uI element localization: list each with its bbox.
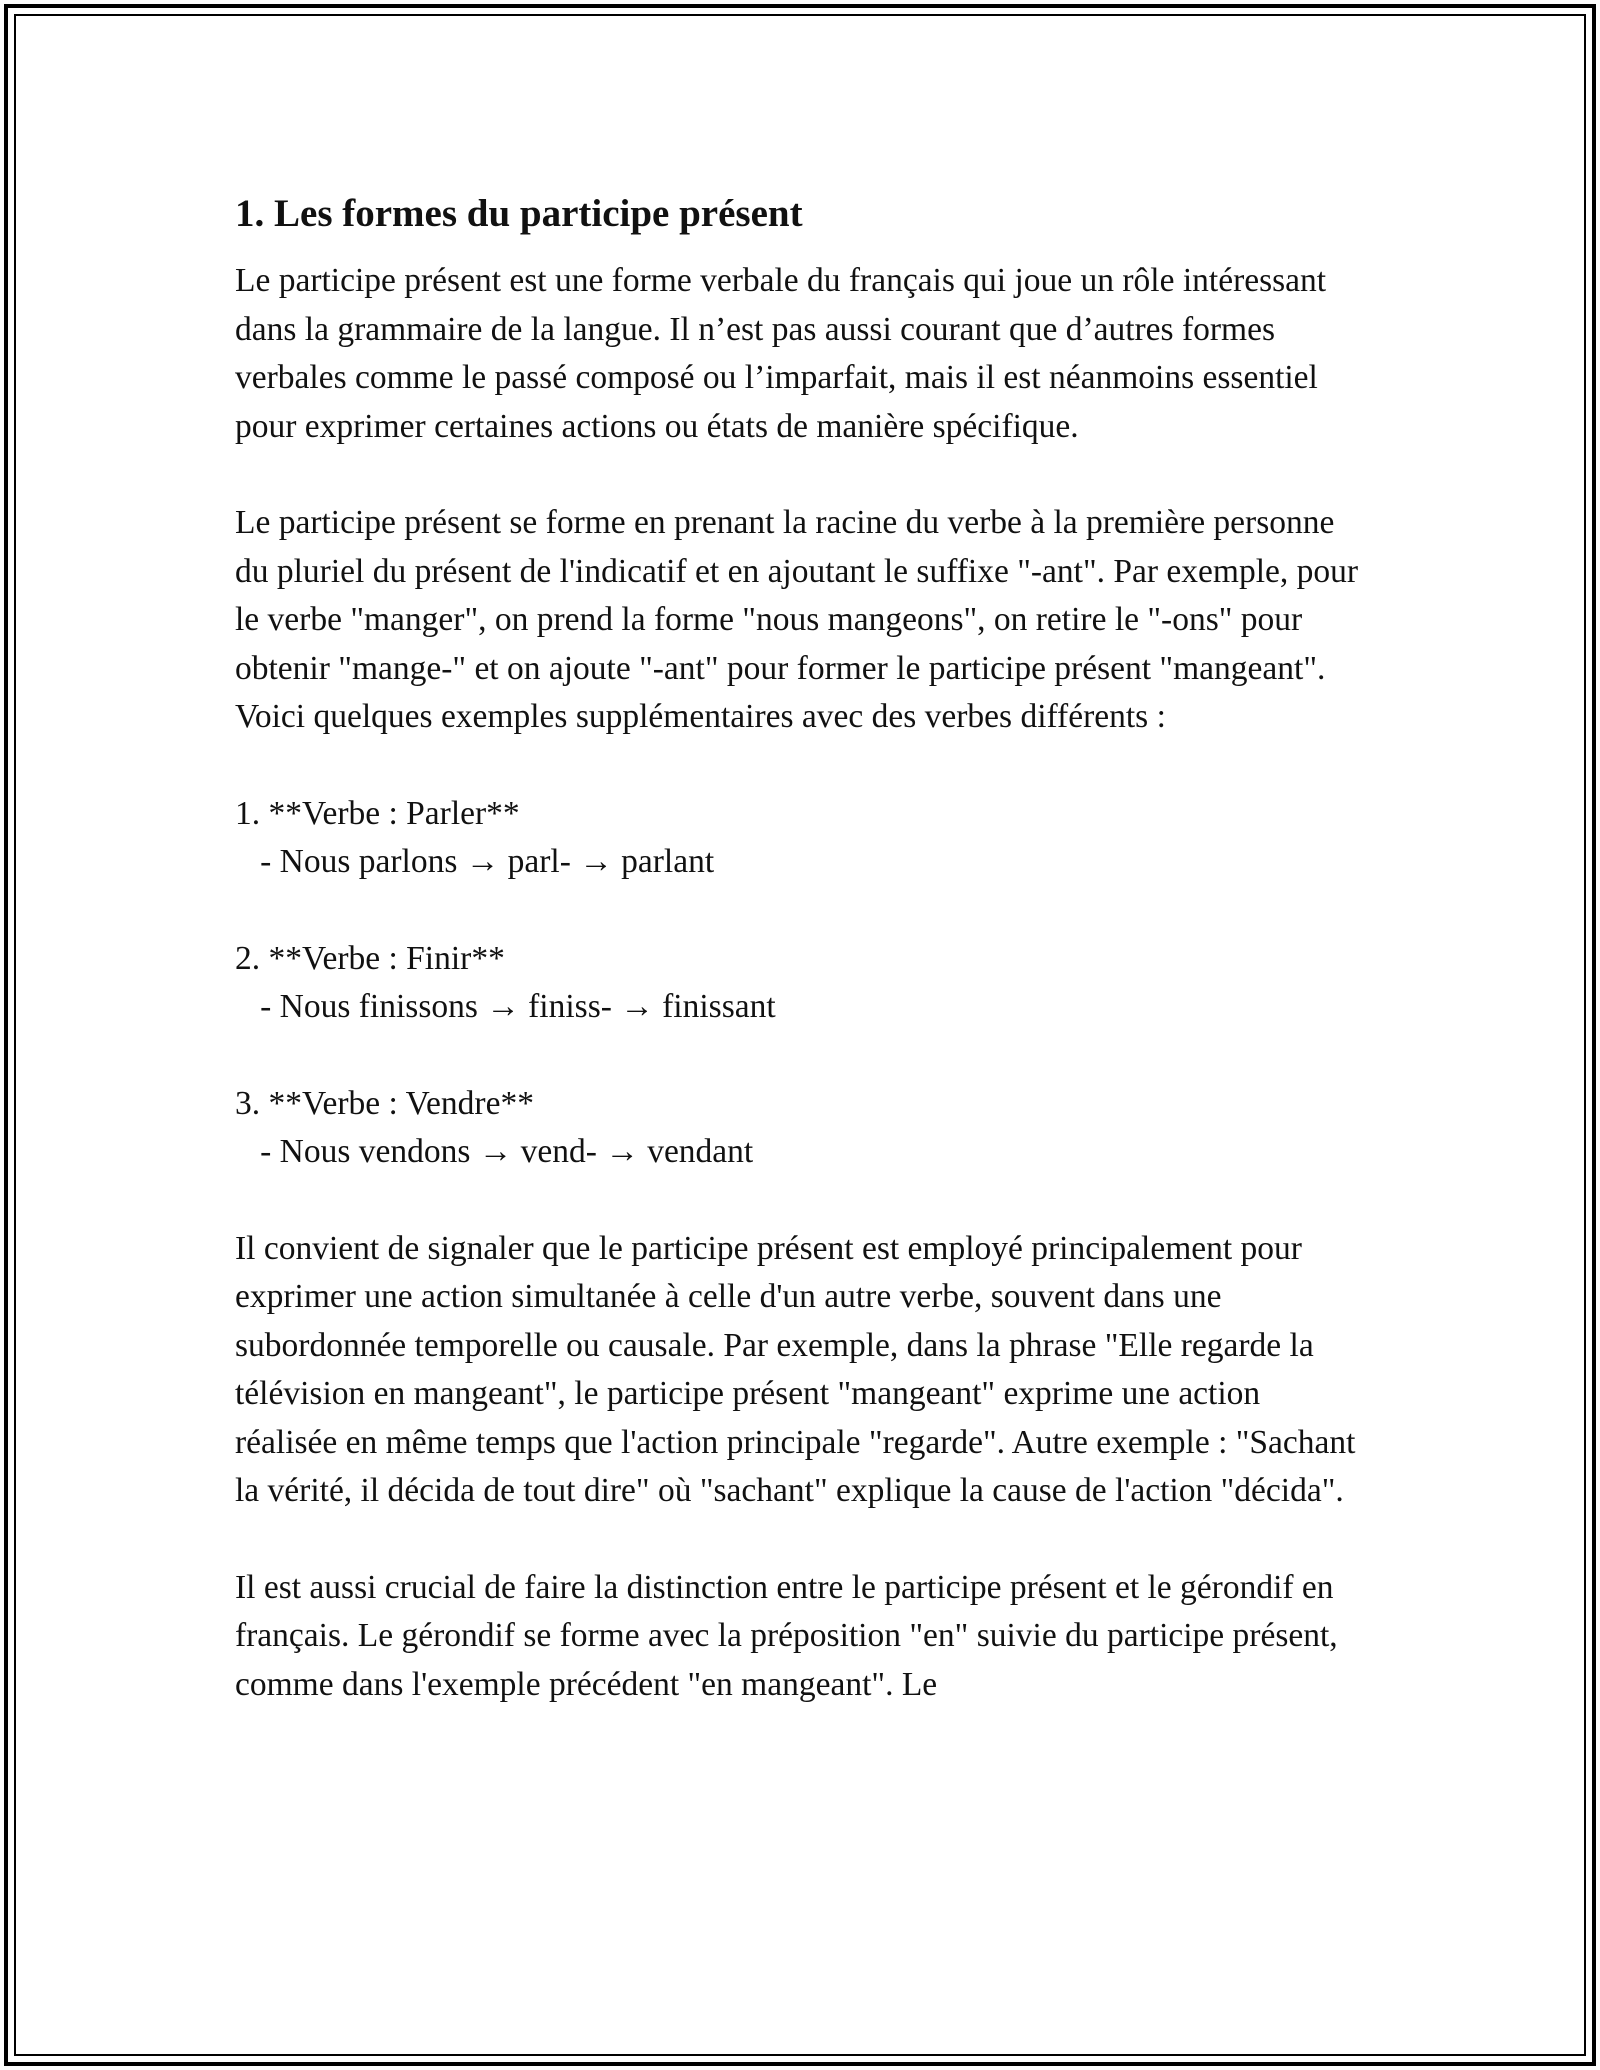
document-body	[235, 185, 1365, 1757]
example-conjugation: - Nous finissons → finiss- → finissant	[235, 988, 776, 1025]
paragraph-usage: Il convient de signaler que le participe présent est employé principalement pour exprimer une action simultanée à celle d'un autre verbe, souvent dans une subordonnée temporelle ou causale. Par exemple, dans la phrase "Elle regarde la télévision en mangeant", le participe présent "mangeant" exprime une action réalisée en même temps que l'action principale "regarde". Autre exemple : "Sachant la vérité, il décida de tout dire" où "sachant" explique la cause de l'action "décida".	[235, 1229, 1356, 1509]
example-heading: 3. **Verbe : Vendre**	[235, 1084, 534, 1122]
paragraph-intro: Le participe présent est une forme verbale du français qui joue un rôle intéressant dans la grammaire de la langue. Il n’est pas aussi courant que d’autres formes verbales comme le passé composé ou l’imparfait, mais il est néanmoins essentiel pour exprimer certaines actions ou états de manière spécifique.	[235, 262, 1327, 445]
paragraph-formation: Le participe présent se forme en prenant la racine du verbe à la première personne du pluriel du présent de l'indicatif et en ajoutant le suffixe "-ant". Par exemple, pour le verbe "manger", on prend la forme "nous mangeons", on retire le "-ons" pour obtenir "mange-" et on ajoute "-ant" pour former le participe présent "mangeant". Voici quelques exemples supplémentaires avec des verbes différents :	[235, 504, 1359, 735]
example-heading: 2. **Verbe : Finir**	[235, 939, 505, 977]
example-item	[235, 1080, 1365, 1177]
section-heading: 1. Les formes du participe présent	[235, 192, 803, 235]
example-item	[235, 790, 1365, 887]
example-conjugation: - Nous parlons → parl- → parlant	[235, 843, 715, 880]
example-item	[235, 935, 1365, 1032]
example-heading: 1. **Verbe : Parler**	[235, 794, 520, 832]
example-conjugation: - Nous vendons → vend- → vendant	[235, 1133, 754, 1170]
paragraph-gerondif: Il est aussi crucial de faire la distinction entre le participe présent et le gérondif en français. Le gérondif se forme avec la préposition "en" suivie du participe présent, comme dans l'exemple précédent "en mangeant". Le	[235, 1568, 1338, 1703]
